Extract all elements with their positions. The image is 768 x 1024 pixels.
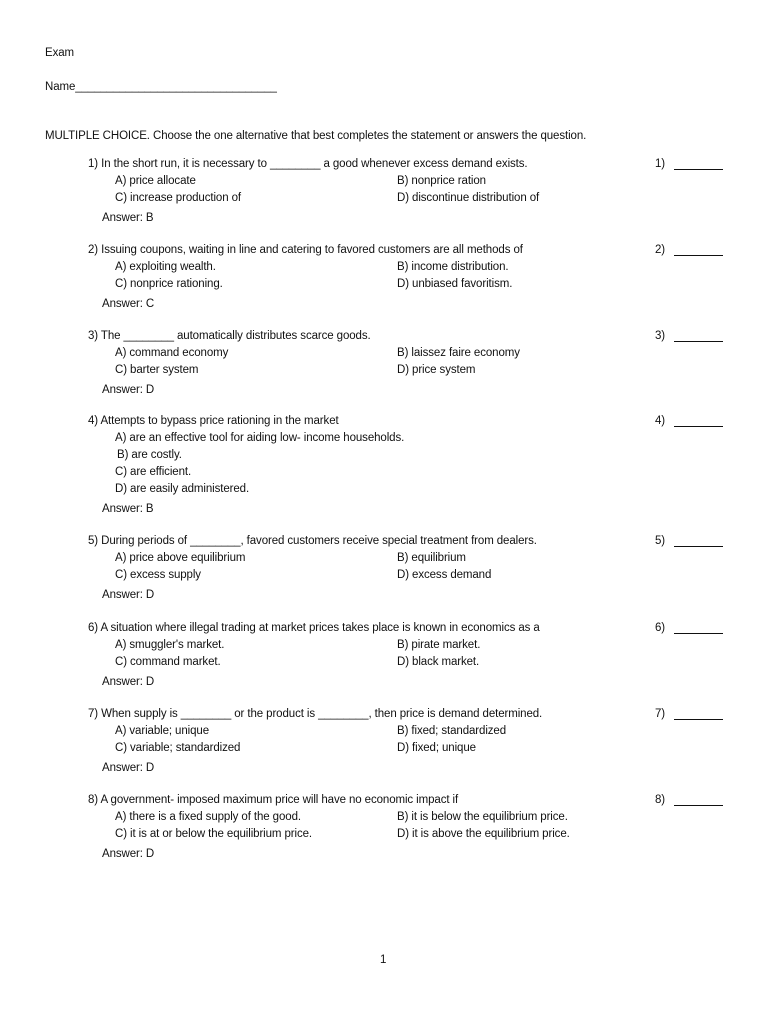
answer-blank xyxy=(674,255,723,256)
answer-blank xyxy=(674,633,723,634)
answer-number-label: 1) xyxy=(655,158,666,170)
option-a: A) exploiting wealth. xyxy=(115,261,216,273)
answer-key: Answer: B xyxy=(102,212,154,224)
option-b: B) equilibrium xyxy=(397,552,466,564)
option-b: B) pirate market. xyxy=(397,639,481,651)
option-a: A) variable; unique xyxy=(115,725,209,737)
question-stem: 8) A government- imposed maximum price will have no economic impact if xyxy=(88,794,459,806)
answer-key: Answer: D xyxy=(102,762,155,774)
question-stem: 2) Issuing coupons, waiting in line and catering to favored customers are all methods of xyxy=(88,244,523,256)
answer-number-label: 5) xyxy=(655,535,666,547)
option-d: D) unbiased favoritism. xyxy=(397,278,513,290)
answer-number-label: 3) xyxy=(655,330,666,342)
option-d: D) black market. xyxy=(397,656,480,668)
option-d: D) are easily administered. xyxy=(115,483,250,495)
answer-key: Answer: C xyxy=(102,298,155,310)
option-c: C) are efficient. xyxy=(115,466,192,478)
answer-blank xyxy=(674,341,723,342)
option-d: D) excess demand xyxy=(397,569,492,581)
option-a: A) command economy xyxy=(115,347,229,359)
option-b: B) are costly. xyxy=(117,449,182,461)
answer-blank xyxy=(674,169,723,170)
question-stem: 5) During periods of ________, favored customers receive special treatment from dealers. xyxy=(88,535,537,547)
option-a: A) are an effective tool for aiding low- income households. xyxy=(115,432,405,444)
option-c: C) barter system xyxy=(115,364,199,376)
answer-number-label: 2) xyxy=(655,244,666,256)
question-stem: 3) The ________ automatically distributes scarce goods. xyxy=(88,330,371,342)
question-stem: 7) When supply is ________ or the product is ________, then price is demand determined. xyxy=(88,708,543,720)
option-a: A) smuggler's market. xyxy=(115,639,225,651)
option-d: D) it is above the equilibrium price. xyxy=(397,828,570,840)
answer-key: Answer: D xyxy=(102,848,155,860)
option-c: C) increase production of xyxy=(115,192,241,204)
option-a: A) there is a fixed supply of the good. xyxy=(115,811,301,823)
answer-number-label: 7) xyxy=(655,708,666,720)
option-d: D) fixed; unique xyxy=(397,742,476,754)
option-c: C) command market. xyxy=(115,656,221,668)
answer-key: Answer: D xyxy=(102,676,155,688)
answer-number-label: 4) xyxy=(655,415,666,427)
option-a: A) price above equilibrium xyxy=(115,552,246,564)
question-stem: 4) Attempts to bypass price rationing in the market xyxy=(88,415,339,427)
option-d: D) discontinue distribution of xyxy=(397,192,540,204)
question-stem: 6) A situation where illegal trading at market prices takes place is known in economics as a xyxy=(88,622,540,634)
option-b: B) laissez faire economy xyxy=(397,347,520,359)
question-stem: 1) In the short run, it is necessary to ________ a good whenever excess demand exists. xyxy=(88,158,528,170)
answer-key: Answer: D xyxy=(102,589,155,601)
option-c: C) it is at or below the equilibrium price. xyxy=(115,828,313,840)
answer-blank xyxy=(674,805,723,806)
option-c: C) variable; standardized xyxy=(115,742,241,754)
option-b: B) income distribution. xyxy=(397,261,509,273)
answer-blank xyxy=(674,426,723,427)
option-c: C) excess supply xyxy=(115,569,201,581)
option-b: B) nonprice ration xyxy=(397,175,486,187)
answer-blank xyxy=(674,546,723,547)
answer-key: Answer: D xyxy=(102,384,155,396)
exam-title: Exam xyxy=(45,47,74,59)
option-a: A) price allocate xyxy=(115,175,196,187)
answer-number-label: 6) xyxy=(655,622,666,634)
option-b: B) fixed; standardized xyxy=(397,725,507,737)
answer-blank xyxy=(674,719,723,720)
answer-number-label: 8) xyxy=(655,794,666,806)
option-d: D) price system xyxy=(397,364,476,376)
answer-key: Answer: B xyxy=(102,503,154,515)
page-number: 1 xyxy=(380,954,387,966)
instructions: MULTIPLE CHOICE. Choose the one alternative that best completes the statement or answers the question. xyxy=(45,130,587,142)
option-b: B) it is below the equilibrium price. xyxy=(397,811,568,823)
name-field-label: Name________________________________ xyxy=(45,81,277,93)
option-c: C) nonprice rationing. xyxy=(115,278,223,290)
